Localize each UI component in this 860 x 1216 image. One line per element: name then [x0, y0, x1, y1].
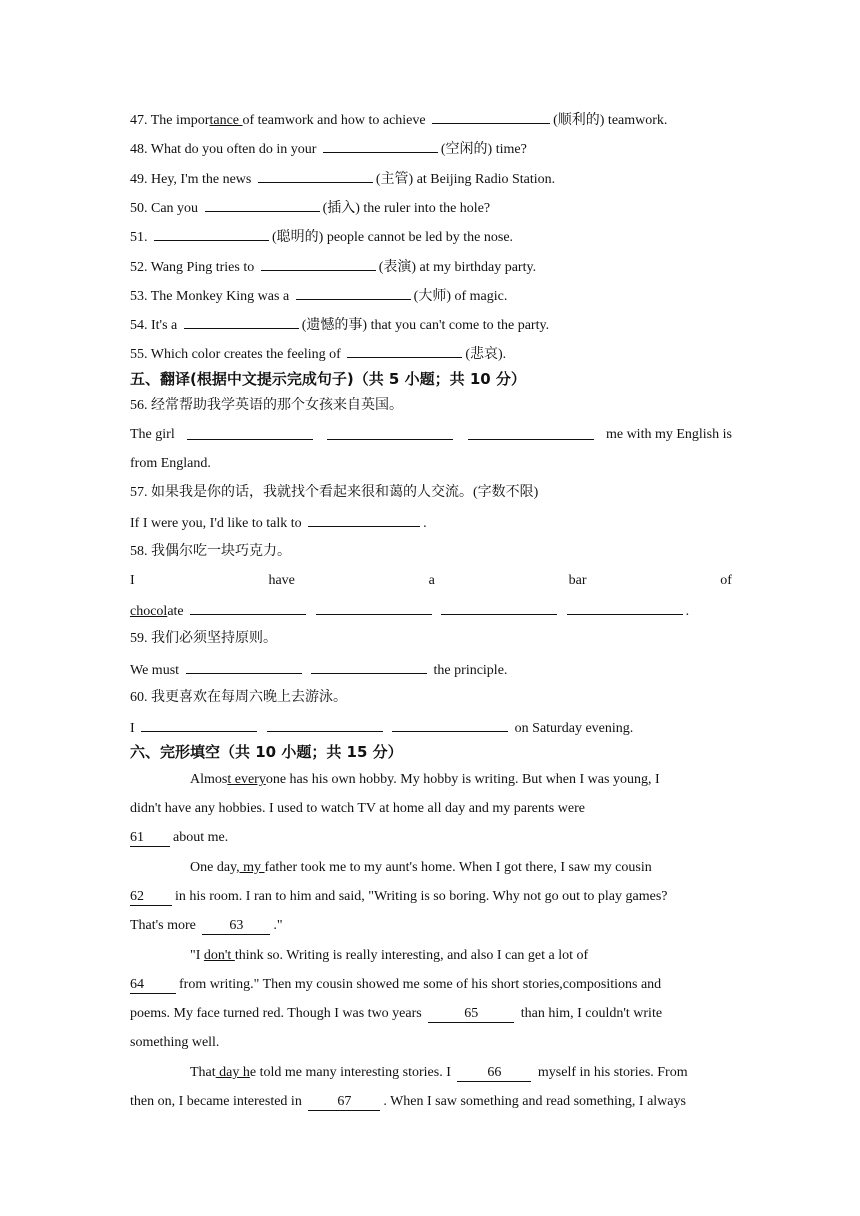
passage-text: One day: [190, 860, 237, 875]
question-55: [130, 343, 732, 365]
question-word: I: [130, 573, 135, 588]
passage-text: poems. My face turned red. Though I was two years: [130, 1006, 422, 1021]
question-hint: (顺利的) teamwork.: [553, 113, 668, 128]
question-52: [130, 256, 732, 278]
question-hint: (聪明的) people cannot be led by the nose.: [272, 230, 514, 245]
question-text: the principle.: [433, 663, 508, 678]
answer-blank[interactable]: [327, 425, 453, 440]
passage-line: something well.: [130, 1035, 220, 1050]
section-6-title: 六、完形填空（共 10 小题；共 15 分）: [130, 743, 403, 761]
answer-blank[interactable]: [347, 343, 462, 358]
question-text: 50. Can you: [130, 201, 202, 216]
question-text: ate: [167, 604, 184, 619]
question-text: on Saturday evening.: [514, 721, 634, 736]
question-text: We must: [130, 663, 180, 678]
question-59-answer-line: [130, 659, 732, 681]
answer-blank[interactable]: [311, 659, 427, 674]
blank-63[interactable]: 63: [202, 918, 270, 935]
question-hint: (悲哀).: [465, 347, 507, 362]
question-hint: (空闲的) time?: [440, 142, 527, 157]
passage-line: [130, 828, 732, 848]
question-word: of: [720, 573, 732, 588]
question-text: 52. Wang Ping tries to: [130, 260, 258, 275]
question-text: If I were you, I'd like to talk to: [130, 516, 302, 531]
question-54: [130, 314, 732, 336]
question-58-answer-line: [130, 571, 732, 591]
answer-blank[interactable]: [392, 717, 508, 732]
underlined-text: don't: [203, 948, 235, 963]
answer-blank[interactable]: [187, 425, 313, 440]
question-hint: (主管) at Beijing Radio Station.: [375, 172, 556, 187]
passage-text: one has his own hobby. My hobby is writing. But when I was young, I: [265, 772, 660, 787]
answer-blank[interactable]: [267, 717, 383, 732]
question-56-answer-line: [130, 425, 732, 445]
passage-line: [130, 946, 732, 966]
blank-61[interactable]: 61: [130, 830, 170, 847]
blank-65[interactable]: 65: [428, 1006, 514, 1023]
question-50: [130, 197, 732, 219]
passage-text: father took me to my aunt's home. When I got there, I saw my cousin: [264, 860, 652, 875]
answer-blank[interactable]: [261, 256, 376, 271]
question-text: I: [130, 721, 135, 736]
blank-66[interactable]: 66: [457, 1065, 531, 1082]
question-58-answer-cont: chocolate .: [130, 600, 732, 622]
question-51: [130, 226, 732, 248]
passage-text: think so. Writing is really interesting, and also I can get a lot of: [234, 948, 589, 963]
answer-blank[interactable]: [296, 285, 411, 300]
passage-text: . When I saw something and read something, I always: [383, 1094, 686, 1109]
passage-line: [130, 770, 732, 790]
question-text: 48. What do you often do in your: [130, 142, 320, 157]
question-hint: (插入) the ruler into the hole?: [322, 201, 491, 216]
question-text: 51.: [130, 230, 151, 245]
answer-blank[interactable]: [323, 138, 438, 153]
question-58-prompt: 58. 我偶尔吃一块巧克力。: [130, 544, 291, 559]
answer-blank[interactable]: [441, 600, 557, 615]
question-hint: (遗憾的事) that you can't come to the party.: [301, 318, 550, 333]
question-56-answer-cont: from England.: [130, 456, 211, 471]
passage-text: "I: [190, 948, 204, 963]
question-57-answer-line: If I were you, I'd like to talk to .: [130, 512, 732, 534]
answer-blank[interactable]: [205, 197, 320, 212]
question-text: 49. Hey, I'm the news: [130, 172, 255, 187]
question-text: The girl: [130, 427, 175, 442]
question-text: 54. It's a: [130, 318, 181, 333]
blank-62[interactable]: 62: [130, 889, 172, 906]
answer-blank[interactable]: [184, 314, 299, 329]
question-hint: (大师) of magic.: [413, 289, 508, 304]
passage-text: than him, I couldn't write: [520, 1006, 663, 1021]
underlined-text: chocol: [130, 604, 168, 619]
passage-line: [130, 1092, 732, 1112]
question-59-prompt: 59. 我们必须坚持原则。: [130, 631, 277, 646]
passage-line: [130, 975, 732, 995]
passage-line: [130, 887, 732, 907]
passage-text: about me.: [173, 830, 229, 845]
question-60-answer-line: [130, 717, 732, 739]
question-47: [130, 109, 732, 131]
answer-blank[interactable]: [468, 425, 594, 440]
passage-text: in his room. I ran to him and said, "Writing is so boring. Why not go out to play games?: [175, 889, 668, 904]
underlined-text: tance: [209, 113, 243, 128]
answer-blank[interactable]: [154, 226, 269, 241]
passage-line: [130, 1063, 732, 1083]
passage-text: Almos: [190, 772, 228, 787]
question-text: me with my English is: [605, 427, 732, 442]
underlined-text: t every: [227, 772, 266, 787]
answer-blank[interactable]: [190, 600, 306, 615]
question-word: bar: [568, 573, 587, 588]
passage-text: e told me many interesting stories. I: [249, 1065, 451, 1080]
answer-blank[interactable]: [141, 717, 257, 732]
section-5-title: 五、翻译(根据中文提示完成句子)（共 5 小题；共 10 分）: [130, 370, 526, 388]
question-text: 53. The Monkey King was a: [130, 289, 293, 304]
question-text: 47. The impor: [130, 113, 210, 128]
answer-blank[interactable]: [308, 512, 420, 527]
question-hint: (表演) at my birthday party.: [378, 260, 537, 275]
underlined-text: day h: [215, 1065, 250, 1080]
passage-text: then on, I became interested in: [130, 1094, 302, 1109]
passage-text: .": [273, 918, 283, 933]
passage-text: That: [190, 1065, 216, 1080]
question-60-prompt: 60. 我更喜欢在每周六晚上去游泳。: [130, 690, 347, 705]
answer-blank[interactable]: [258, 168, 373, 183]
question-57-prompt: 57. 如果我是你的话，我就找个看起来很和蔼的人交流。(字数不限): [130, 485, 539, 500]
answer-blank[interactable]: [567, 600, 683, 615]
passage-line: [130, 858, 732, 878]
passage-line: [130, 1004, 732, 1024]
question-48: [130, 138, 732, 160]
question-word: a: [428, 573, 435, 588]
question-text: 55. Which color creates the feeling of: [130, 347, 345, 362]
question-word: have: [268, 573, 295, 588]
answer-blank[interactable]: [432, 109, 550, 124]
question-text: of teamwork and how to achieve: [242, 113, 430, 128]
blank-67[interactable]: 67: [308, 1094, 380, 1111]
underlined-text: , my: [236, 860, 265, 875]
question-53: [130, 285, 732, 307]
blank-64[interactable]: 64: [130, 977, 176, 994]
passage-text: myself in his stories. From: [537, 1065, 688, 1080]
answer-blank[interactable]: [186, 659, 302, 674]
question-56-prompt: 56. 经常帮助我学英语的那个女孩来自英国。: [130, 398, 403, 413]
passage-text: from writing." Then my cousin showed me some of his short stories,compositions and: [179, 977, 662, 992]
passage-line: [130, 916, 732, 936]
passage-line: didn't have any hobbies. I used to watch TV at home all day and my parents were: [130, 801, 585, 816]
answer-blank[interactable]: [316, 600, 432, 615]
passage-text: That's more: [130, 918, 196, 933]
question-49: [130, 168, 732, 190]
